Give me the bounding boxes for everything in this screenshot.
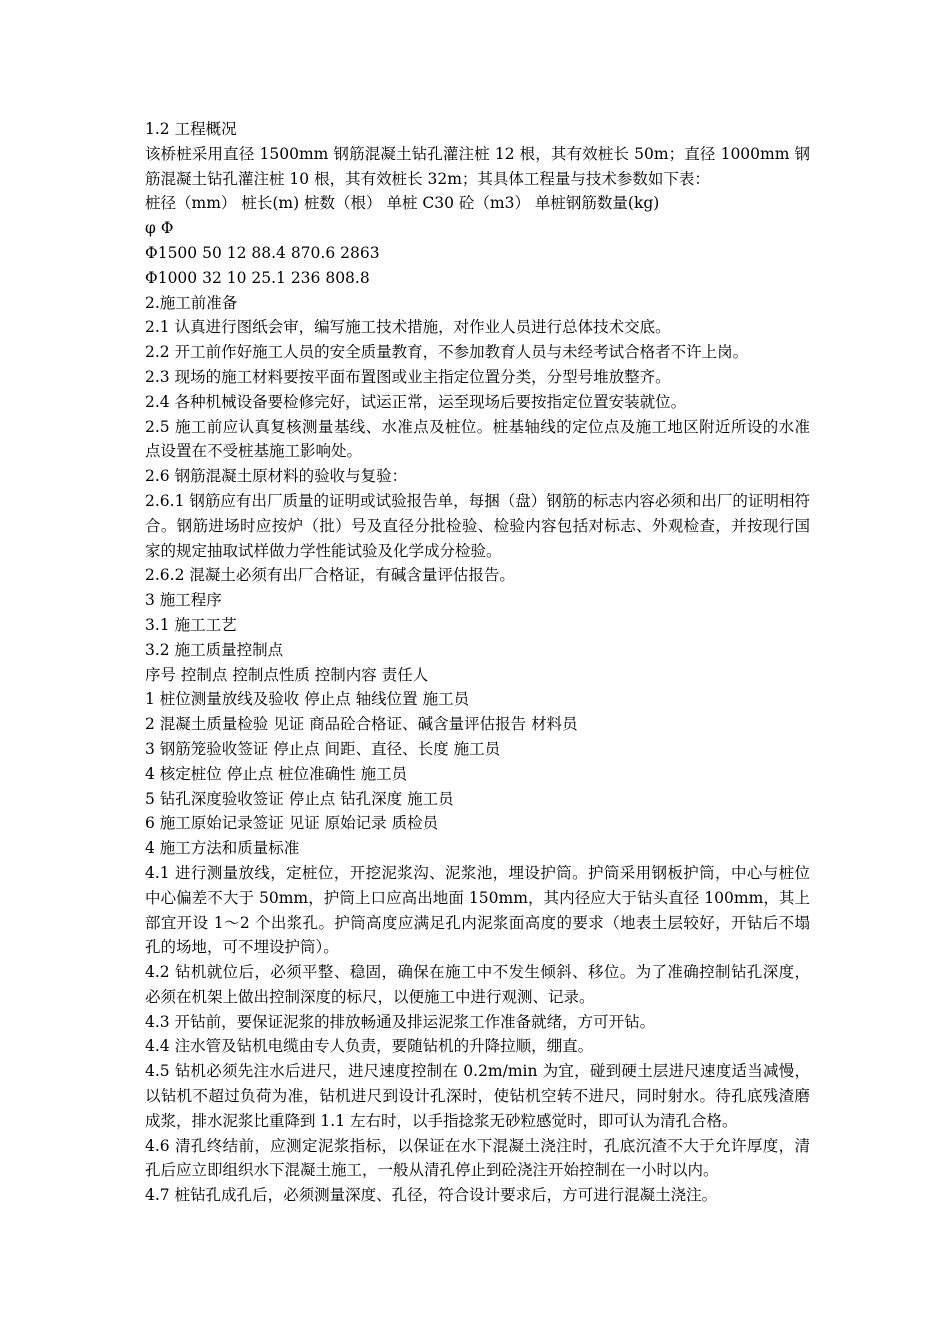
paragraph-4-4: 4.4 注水管及钻机电缆由专人负责，要随钻机的升降拉顺，绷直。 bbox=[145, 1037, 594, 1056]
heading-1-2: 1.2 工程概况 bbox=[145, 120, 237, 138]
paragraph-4-3: 4.3 开钻前，要保证泥浆的排放畅通及排运泥浆工作准备就绪，方可开钻。 bbox=[145, 1012, 656, 1031]
paragraph-4-2: 4.2 钻机就位后，必须平整、稳固，确保在施工中不发生倾斜、移位。为了准确控制钻孔深度，必须在机架上做出控制深度的标尺，以便施工中进行观测、记录。 bbox=[145, 963, 810, 1006]
table-symbol-row: φ Φ bbox=[145, 219, 174, 238]
paragraph-4-6: 4.6 清孔终结前，应测定泥浆指标，以保证在水下混凝土浇注时，孔底沉渣不大于允许厚度，清孔后应立即组织水下混凝土施工，一般从清孔停止到砼浇注开始控制在一小时以内。 bbox=[145, 1136, 810, 1180]
paragraph-2-6-2: 2.6.2 混凝土必须有出厂合格证，有碱含量评估报告。 bbox=[145, 566, 515, 585]
heading-4: 4 施工方法和质量标准 bbox=[145, 839, 300, 858]
paragraph-4-5: 4.5 钻机必须先注水后进尺，进尺速度控制在 0.2m/min 为宜，碰到硬土层进尺速度适当减慢，以钻机不超过负荷为准，钻机进尺到设计孔深时，使钻机空转不进尺，同时射水。待孔底残渣磨成浆，排水泥浆比重降到 1.1 左右时，以手指捻浆无砂粒感觉时，即可认为清孔合格。 bbox=[145, 1062, 810, 1130]
control-table-row: 5 钻孔深度验收签证 停止点 钻孔深度 施工员 bbox=[145, 789, 454, 808]
heading-2: 2.施工前准备 bbox=[145, 293, 238, 312]
paragraph-4-1: 4.1 进行测量放线，定桩位，开挖泥浆沟、泥浆池，埋设护筒。护筒采用钢板护筒，中心与桩位中心偏差不大于 50mm，护筒上口应高出地面 150mm，其内径应大于钻头直径 100mm，其上部宜开设 1～2 个出浆孔。护筒高度应满足孔内泥浆面高度的要求（地表土层较好，开钻后不塌孔的场地，可不埋设护筒）。 bbox=[145, 863, 810, 957]
heading-3-1: 3.1 施工工艺 bbox=[145, 615, 237, 634]
heading-3-2: 3.2 施工质量控制点 bbox=[145, 640, 284, 659]
paragraph-2-4: 2.4 各种机械设备要检修完好，试运正常，运至现场后要按指定位置安装就位。 bbox=[145, 392, 687, 411]
control-table-row: 4 核定桩位 停止点 桩位准确性 施工员 bbox=[145, 764, 408, 783]
control-table-row: 2 混凝土质量检验 见证 商品砼合格证、碱含量评估报告 材料员 bbox=[145, 715, 578, 734]
paragraph-2-5: 2.5 施工前应认真复核测量基线、水准点及桩位。桩基轴线的定位点及施工地区附近所设的水准点设置在不受桩基施工影响处。 bbox=[145, 417, 810, 461]
table-header-params: 桩径（mm） 桩长(m) 桩数（根） 单桩 C30 砼（m3） 单桩钢筋数量(kg) bbox=[145, 194, 660, 213]
document-page bbox=[145, 117, 810, 1208]
paragraph-2-3: 2.3 现场的施工材料要按平面布置图或业主指定位置分类，分型号堆放整齐。 bbox=[145, 367, 671, 386]
control-table-row: 3 钢筋笼验收签证 停止点 间距、直径、长度 施工员 bbox=[145, 739, 501, 758]
control-table-row: 6 施工原始记录签证 见证 原始记录 质检员 bbox=[145, 814, 439, 833]
heading-3: 3 施工程序 bbox=[145, 591, 222, 610]
paragraph-2-1: 2.1 认真进行图纸会审，编写施工技术措施，对作业人员进行总体技术交底。 bbox=[145, 318, 671, 337]
control-table-header: 序号 控制点 控制点性质 控制内容 责任人 bbox=[145, 665, 429, 684]
paragraph-overview: 该桥桩采用直径 1500mm 钢筋混凝土钻孔灌注桩 12 根，其有效桩长 50m；直径 1000mm 钢筋混凝土钻孔灌注桩 10 根，其有效桩长 32m；其具体工程量与技术参数如下表： bbox=[145, 144, 810, 188]
heading-2-6: 2.6 钢筋混凝土原材料的验收与复验： bbox=[145, 467, 408, 486]
paragraph-2-6-1: 2.6.1 钢筋应有出厂质量的证明或试验报告单，每捆（盘）钢筋的标志内容必须和出厂的证明相符合。钢筋进场时应按炉（批）号及直径分批检验、检验内容包括对标志、外观检查，并按现行国家的规定抽取试样做力学性能试验及化学成分检验。 bbox=[145, 491, 810, 560]
control-table-row: 1 桩位测量放线及验收 停止点 轴线位置 施工员 bbox=[145, 690, 470, 709]
paragraph-2-2: 2.2 开工前作好施工人员的安全质量教育，不参加教育人员与未经考试合格者不许上岗。 bbox=[145, 343, 749, 362]
table-row-1500: Φ1500 50 12 88.4 870.6 2863 bbox=[145, 243, 380, 262]
table-row-1000: Φ1000 32 10 25.1 236 808.8 bbox=[145, 268, 370, 287]
paragraph-4-7: 4.7 桩钻孔成孔后，必须测量深度、孔径，符合设计要求后，方可进行混凝土浇注。 bbox=[145, 1186, 718, 1205]
